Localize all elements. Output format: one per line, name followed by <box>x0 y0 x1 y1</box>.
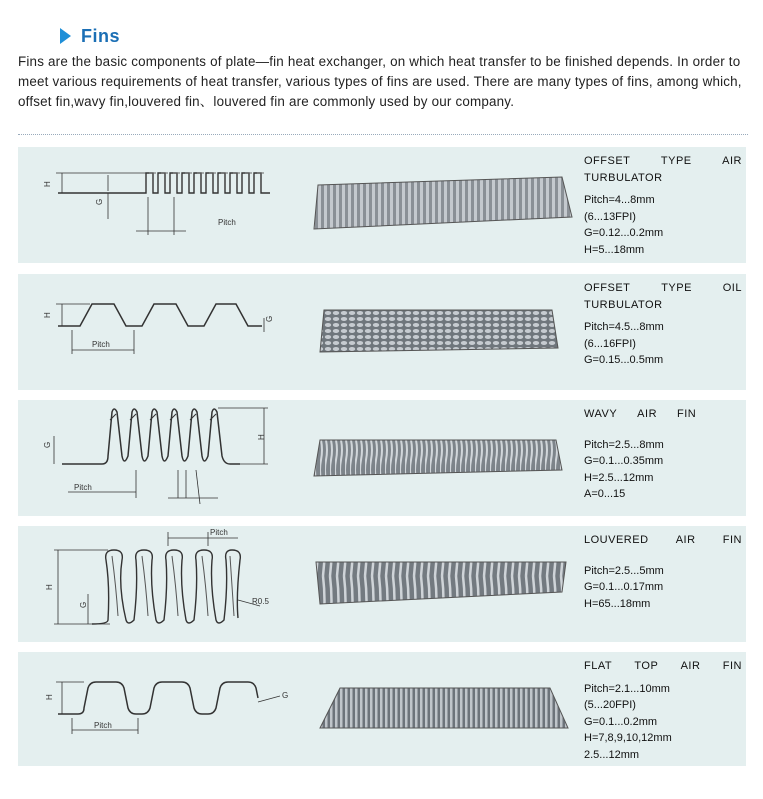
spec-block: LOUVERED AIR FIN Pitch=2.5...5mm G=0.1...0.17mm H=65...18mm <box>584 534 742 610</box>
fin-card-louvered-air <box>18 526 746 642</box>
h-label: H <box>43 181 52 187</box>
wavy-air-fin-photo <box>300 400 580 516</box>
offset-air-fin-photo <box>300 147 580 263</box>
flat-top-air-diagram <box>18 652 298 766</box>
spec-block: OFFSET TYPE AIR TURBULATOR Pitch=4...8mm (6...13FPI) G=0.12...0.2mm H=5...18mm <box>584 155 742 256</box>
g-label: G <box>282 691 289 700</box>
intro-paragraph: Fins are the basic components of plate—fin heat exchanger, on which heat transfer to be finished depends. In order to meet various requirements of heat transfer, various types of fins are used. There are many types of fins, among which, offset fin,wavy fin,louvered fin、louvered fin are commonly used by our company. <box>18 54 742 109</box>
wavy-air-diagram <box>18 400 298 516</box>
spec-block: OFFSET TYPE OIL TURBULATOR Pitch=4.5...8mm (6...16FPI) G=0.15...0.5mm <box>584 282 742 366</box>
h-label: H <box>257 434 266 440</box>
g-label: G <box>265 315 274 322</box>
h-label: H <box>43 312 52 318</box>
fin-card-wavy-air <box>18 400 746 516</box>
h-label: H <box>45 694 54 700</box>
triangle-bullet-icon <box>60 28 71 44</box>
pitch-label: Pitch <box>210 528 228 537</box>
radius-label: R0.5 <box>252 597 269 606</box>
fin-name: WAVY AIR FIN <box>584 408 697 420</box>
page-title: Fins <box>81 25 121 46</box>
divider <box>18 134 748 135</box>
fin-name: OFFSET TYPE AIR <box>584 155 742 167</box>
fin-name: FLAT TOP AIR FIN <box>584 660 742 672</box>
offset-oil-fin-photo <box>300 274 580 390</box>
g-label: G <box>79 601 88 608</box>
fin-name: OFFSET TYPE OIL <box>584 282 742 294</box>
fin-card-flat-top-air <box>18 652 746 766</box>
pitch-label: Pitch <box>94 721 112 730</box>
g-label: G <box>43 441 52 448</box>
louvered-air-diagram <box>18 526 298 642</box>
pitch-label: Pitch <box>92 340 110 349</box>
fin-name: LOUVERED AIR FIN <box>584 534 742 546</box>
offset-oil-diagram <box>18 274 298 390</box>
h-label: H <box>45 584 54 590</box>
pitch-label: Pitch <box>218 218 236 227</box>
offset-air-diagram <box>18 147 298 263</box>
flat-top-air-fin-photo <box>300 652 580 766</box>
spec-block: FLAT TOP AIR FIN Pitch=2.1...10mm (5...20FPI) G=0.1...0.2mm H=7,8,9,10,12mm 2.5...12mm <box>584 660 742 761</box>
fin-card-offset-oil <box>18 274 746 390</box>
spec-block: WAVY AIR FIN Pitch=2.5...8mm G=0.1...0.35mm H=2.5...12mm A=0...15 <box>584 406 742 503</box>
section-header <box>60 24 120 48</box>
louvered-air-fin-photo <box>300 526 580 642</box>
fin-card-offset-air <box>18 147 746 263</box>
g-label: G <box>95 198 104 205</box>
pitch-label: Pitch <box>74 483 92 492</box>
